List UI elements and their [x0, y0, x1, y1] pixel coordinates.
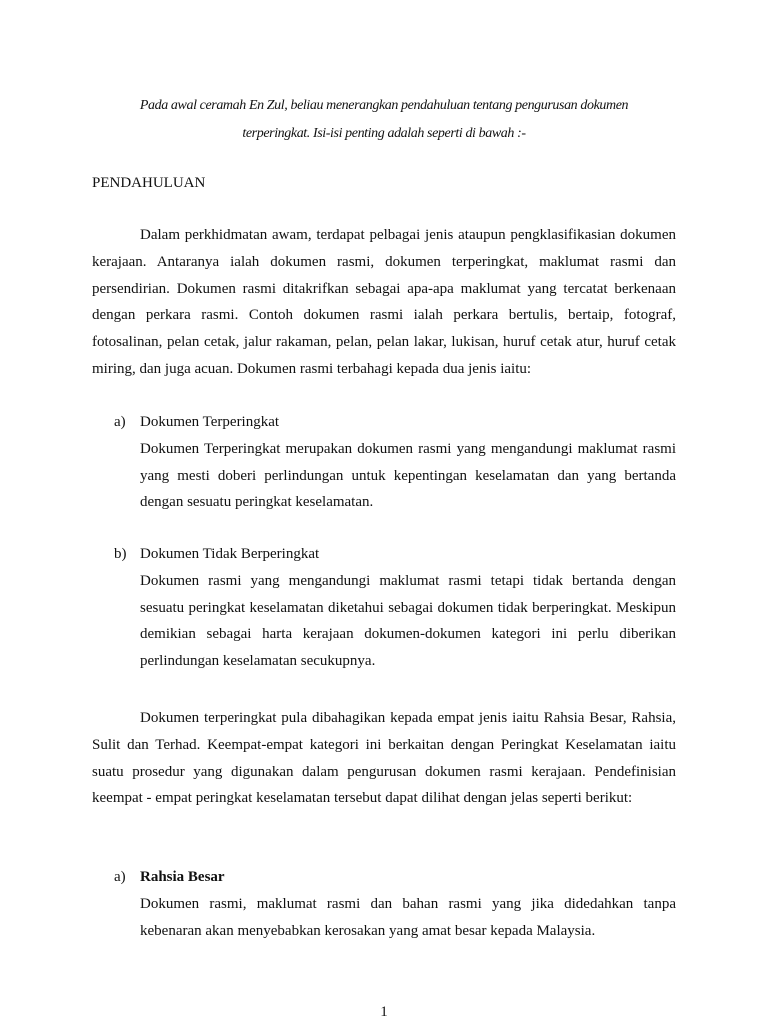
page-number: 1	[380, 1004, 388, 1020]
intro-line-2: terperingkat. Isi-isi penting adalah seperti di bawah :-	[242, 126, 526, 141]
paragraph-classification: Dokumen terperingkat pula dibahagikan kepada empat jenis iaitu Rahsia Besar, Rahsia, Sulit dan Terhad. Keempat-empat kategori ini berkaitan dengan Peringkat Keselamatan iaitu suatu prosedur yang digunakan dalam pengurusan dokumen rasmi kerajaan. Pendefinisian keempat - empat peringkat keselamatan tersebut dapat dilihat dengan jelas seperti berikut:	[92, 710, 676, 807]
list-item-marker: a)	[114, 414, 126, 430]
list-item-body: Dokumen rasmi yang mengandungi maklumat rasmi tetapi tidak bertanda dengan sesuatu peringkat keselamatan diketahui sebagai dokumen tidak berperingkat. Meskipun demikian sebagai harta kerajaan dokumen-dokumen kategori ini perlu diberikan perlindungan keselamatan secukupnya.	[140, 572, 676, 670]
list-item-marker: b)	[114, 546, 127, 562]
list-item-marker: a)	[114, 869, 126, 885]
paragraph-introduction: Dalam perkhidmatan awam, terdapat pelbagai jenis ataupun pengklasifikasian dokumen kerajaan. Antaranya ialah dokumen rasmi, dokumen terperingkat, maklumat rasmi dan persendirian. Dokumen rasmi ditakrifkan sebagai apa-apa maklumat yang tercatat berkenaan dengan perkara rasmi. Contoh dokumen rasmi ialah perkara bertulis, bertaip, fotograf, fotosalinan, pelan cetak, jalur rakaman, pelan, pelan lakar, lukisan, huruf cetak atur, huruf cetak miring, dan juga acuan. Dokumen rasmi terbahagi kepada dua jenis iaitu:	[92, 227, 676, 377]
list-item-title: Rahsia Besar	[140, 869, 225, 885]
section-heading: PENDAHULUAN	[92, 175, 206, 191]
list-item-title: Dokumen Terperingkat	[140, 414, 280, 430]
intro-line-1: Pada awal ceramah En Zul, beliau menerangkan pendahuluan tentang pengurusan dokumen	[139, 98, 629, 113]
intro-note	[92, 92, 676, 148]
list-item-title: Dokumen Tidak Berperingkat	[140, 546, 320, 562]
list-item-body: Dokumen rasmi, maklumat rasmi dan bahan rasmi yang jika didedahkan tanpa kebenaran akan menyebabkan kerosakan yang amat besar kepada Malaysia.	[140, 895, 676, 939]
list-item-body: Dokumen Terperingkat merupakan dokumen rasmi yang mengandungi maklumat rasmi yang mesti doberi perlindungan untuk kepentingan keselamatan dan yang bertanda dengan sesuatu peringkat keselamatan.	[140, 440, 676, 511]
